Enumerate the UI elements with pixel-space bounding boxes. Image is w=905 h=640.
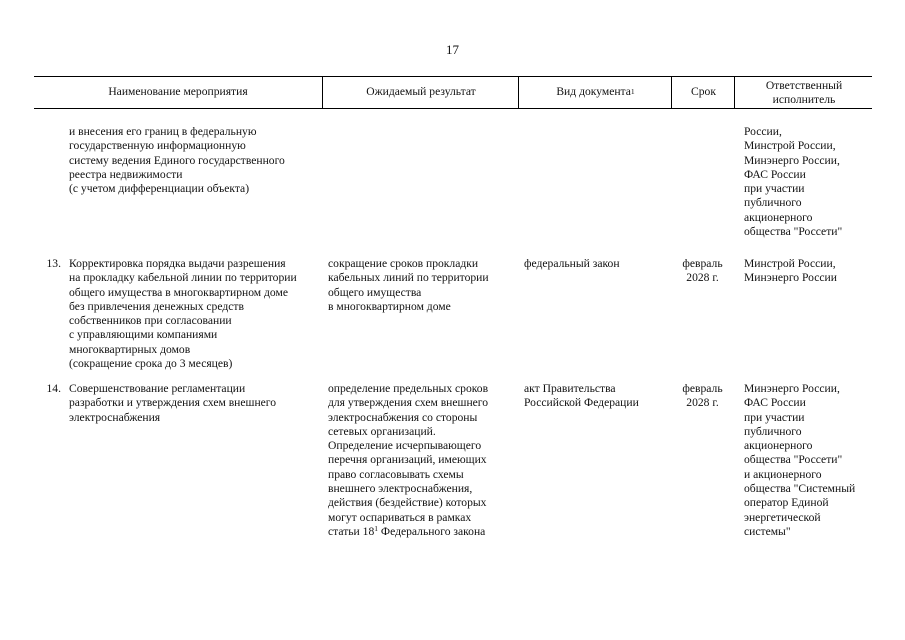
row-result-footnote: 1 [374, 523, 379, 533]
measures-table [34, 76, 872, 557]
row-result-tail: Федерального закона [378, 524, 486, 538]
row-deadline: февраль 2028 г. [682, 257, 723, 285]
row-number: 13. [46, 257, 61, 270]
row-result-text: определение предельных сроков для утверждения схем внешнего электроснабжения со стороны сетевых организаций. Определение исчерпывающего перечня организаций, имеющих право согласовывать схемы внешнего электроснабжения, действия (бездействие) которых могут оспариваться в рамках статьи 18 [328, 382, 489, 538]
header-result-label: Ожидаемый результат [366, 85, 476, 99]
row-number: 14. [46, 382, 61, 395]
row-deadline: февраль 2028 г. [682, 382, 723, 410]
row-name: Совершенствование регламентации разработки и утверждения схем внешнего электроснабжения [69, 382, 277, 424]
row-responsible: Минэнерго России, ФАС России при участии публичного акционерного общества "Россети" и акционерного общества "Системный оператор Единой энергетической системы" [744, 382, 856, 538]
row-result [328, 382, 518, 540]
header-doc: Вид документа $^1$ [518, 77, 672, 108]
table-header [34, 76, 872, 109]
page-number: 17 [446, 42, 459, 57]
table-row [34, 109, 872, 244]
row-result: сокращение сроков прокладки кабельных линий по территории общего имущества в многоквартирном доме [328, 257, 489, 313]
header-responsible [734, 77, 873, 108]
table-row [34, 244, 872, 382]
row-name: и внесения его границ в федеральную государственную информационную систему ведения Единого государственного реестра недвижимости (с учетом дифференциации объекта) [69, 125, 285, 196]
table-row [34, 382, 872, 557]
header-name [34, 77, 322, 108]
row-doc: акт Правительства Российской Федерации [524, 382, 639, 410]
row-responsible: России, Минстрой России, Минэнерго России, ФАС России при участии публичного акционерного общества "Россети" [744, 125, 843, 239]
header-responsible-label: Ответственный исполнитель [765, 79, 843, 106]
row-doc: федеральный закон [524, 257, 620, 270]
header-deadline [671, 77, 735, 108]
header-result [322, 77, 519, 108]
row-name: Корректировка порядка выдачи разрешения на прокладку кабельной линии по территории общего имущества в многоквартирном доме без привлечения денежных средств собственников при согласовании с управляющими компаниями многоквартирных домов (сокращение срока до 3 месяцев) [69, 257, 297, 371]
header-doc-label: Вид документа [556, 85, 631, 99]
header-deadline-label: Срок [691, 85, 716, 99]
header-name-label: Наименование мероприятия [108, 85, 248, 99]
row-responsible: Минстрой России, Минэнерго России [744, 257, 837, 285]
